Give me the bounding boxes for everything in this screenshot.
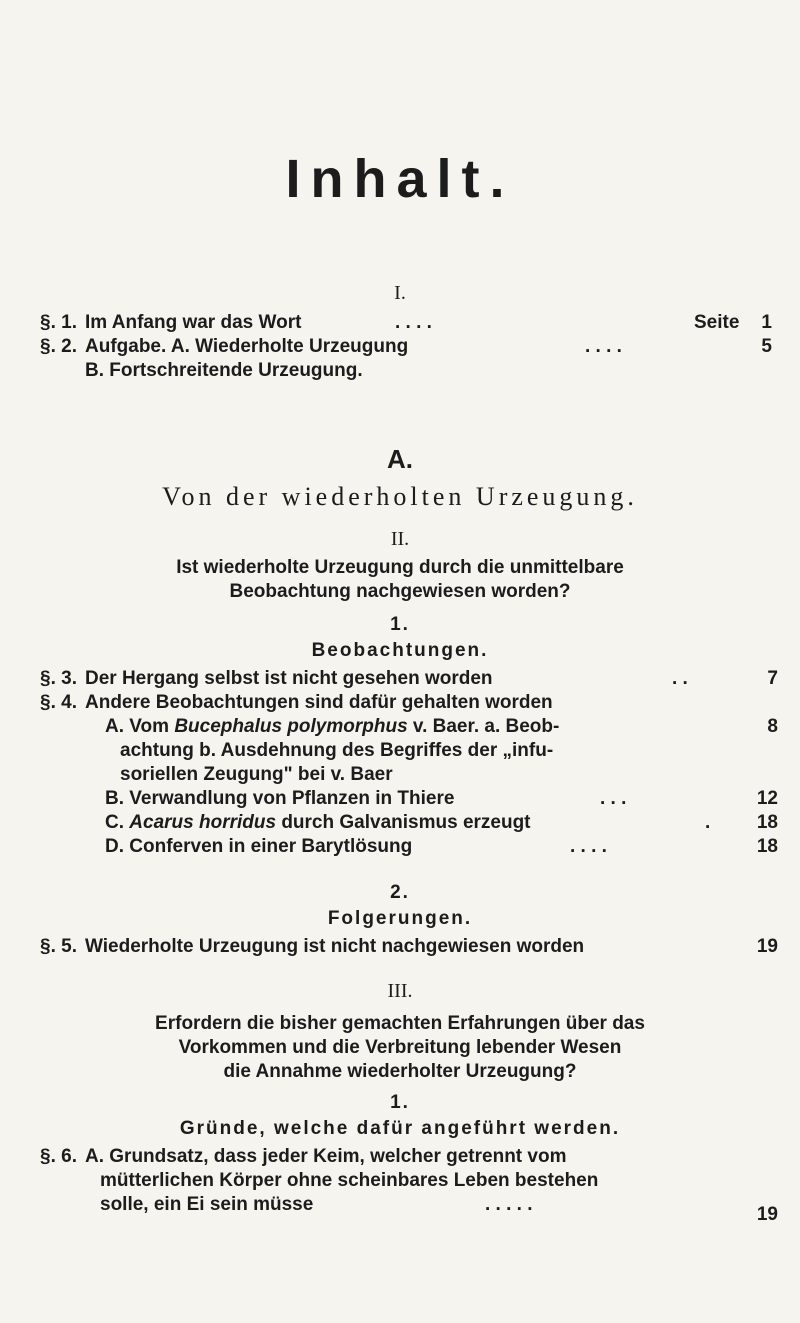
toc-par-label: §. 1. — [40, 312, 77, 333]
section-roman-i: I. — [394, 282, 406, 304]
toc-page-number: 19 — [756, 936, 778, 957]
entry-text-part: v. Baer. a. Beob- — [407, 716, 560, 737]
toc-entry-text: solle, ein Ei sein müsse — [100, 1194, 314, 1215]
toc-entry-text — [105, 716, 559, 738]
section-roman-ii: II. — [390, 528, 410, 550]
toc-dots: . — [705, 812, 711, 833]
subsection-title: Beobachtungen. — [311, 640, 489, 661]
toc-par-label: §. 4. — [40, 692, 77, 713]
toc-page-number: 1 — [761, 312, 772, 333]
subsection-number: 2. — [390, 882, 410, 903]
toc-par-label: §. 5. — [40, 936, 77, 957]
page-title: Inhalt. — [285, 149, 515, 209]
toc-dots: . . — [672, 668, 688, 689]
seite-label: Seite — [694, 312, 740, 333]
toc-page-number: 12 — [756, 788, 778, 809]
toc-dots: . . . . . — [485, 1194, 533, 1215]
section-question: die Annahme wiederholter Urzeugung? — [223, 1061, 577, 1082]
part-heading: Von der wiederholten Urzeugung. — [162, 482, 638, 511]
toc-dots: . . . — [600, 788, 627, 809]
toc-page-number: 19 — [756, 1204, 778, 1225]
toc-entry-text: B. Verwandlung von Pflanzen in Thiere — [105, 788, 455, 809]
toc-entry-text — [105, 812, 531, 834]
section-roman-iii: III. — [387, 980, 413, 1002]
section-question: Vorkommen und die Verbreitung lebender Wesen — [178, 1037, 622, 1058]
toc-page-number: 18 — [756, 836, 778, 857]
toc-entry-text: Andere Beobachtungen sind dafür gehalten worden — [85, 692, 553, 713]
subsection-number: 1. — [390, 614, 410, 635]
subsection-number: 1. — [390, 1092, 410, 1113]
entry-text-italic: Bucephalus polymorphus — [174, 716, 408, 737]
toc-page-number: 18 — [756, 812, 778, 833]
toc-dots: . . . . — [585, 336, 622, 357]
toc-entry-text: Im Anfang war das Wort — [85, 312, 302, 333]
toc-entry-text: B. Fortschreitende Urzeugung. — [85, 360, 363, 381]
toc-entry-text: Wiederholte Urzeugung ist nicht nachgewiesen worden — [85, 936, 585, 957]
toc-dots: . . . . — [395, 312, 432, 333]
toc-par-label: §. 3. — [40, 668, 77, 689]
toc-entry-text: D. Conferven in einer Barytlösung — [105, 836, 413, 857]
toc-entry-text: A. Grundsatz, dass jeder Keim, welcher getrennt vom — [85, 1146, 567, 1167]
toc-entry-text: soriellen Zeugung" bei v. Baer — [120, 764, 393, 785]
toc-page-number: 7 — [767, 668, 778, 689]
toc-entry-text: mütterlichen Körper ohne scheinbares Leben bestehen — [100, 1170, 599, 1191]
toc-par-label: §. 2. — [40, 336, 77, 357]
entry-text-part: durch Galvanismus erzeugt — [276, 812, 531, 833]
toc-entry-text: achtung b. Ausdehnung des Begriffes der „infu- — [120, 740, 554, 761]
toc-page-number: 5 — [761, 336, 772, 357]
toc-dots: . . . . — [570, 836, 607, 857]
subsection-title: Folgerungen. — [327, 908, 473, 929]
part-letter: A. — [387, 444, 413, 474]
section-question: Beobachtung nachgewiesen worden? — [229, 581, 571, 602]
section-question: Ist wiederholte Urzeugung durch die unmittelbare — [176, 557, 624, 578]
section-question: Erfordern die bisher gemachten Erfahrungen über das — [155, 1013, 645, 1034]
toc-entry-text: Der Hergang selbst ist nicht gesehen worden — [85, 668, 493, 689]
entry-text-part: A. Vom — [105, 716, 175, 737]
entry-text-italic: Acarus horridus — [129, 812, 277, 833]
subsection-title: Gründe, welche dafür angeführt werden. — [179, 1118, 621, 1139]
entry-text-part: C. — [105, 812, 130, 833]
toc-page-number: 8 — [767, 716, 778, 737]
toc-entry-text: Aufgabe. A. Wiederholte Urzeugung — [85, 336, 409, 357]
toc-par-label: §. 6. — [40, 1146, 77, 1167]
